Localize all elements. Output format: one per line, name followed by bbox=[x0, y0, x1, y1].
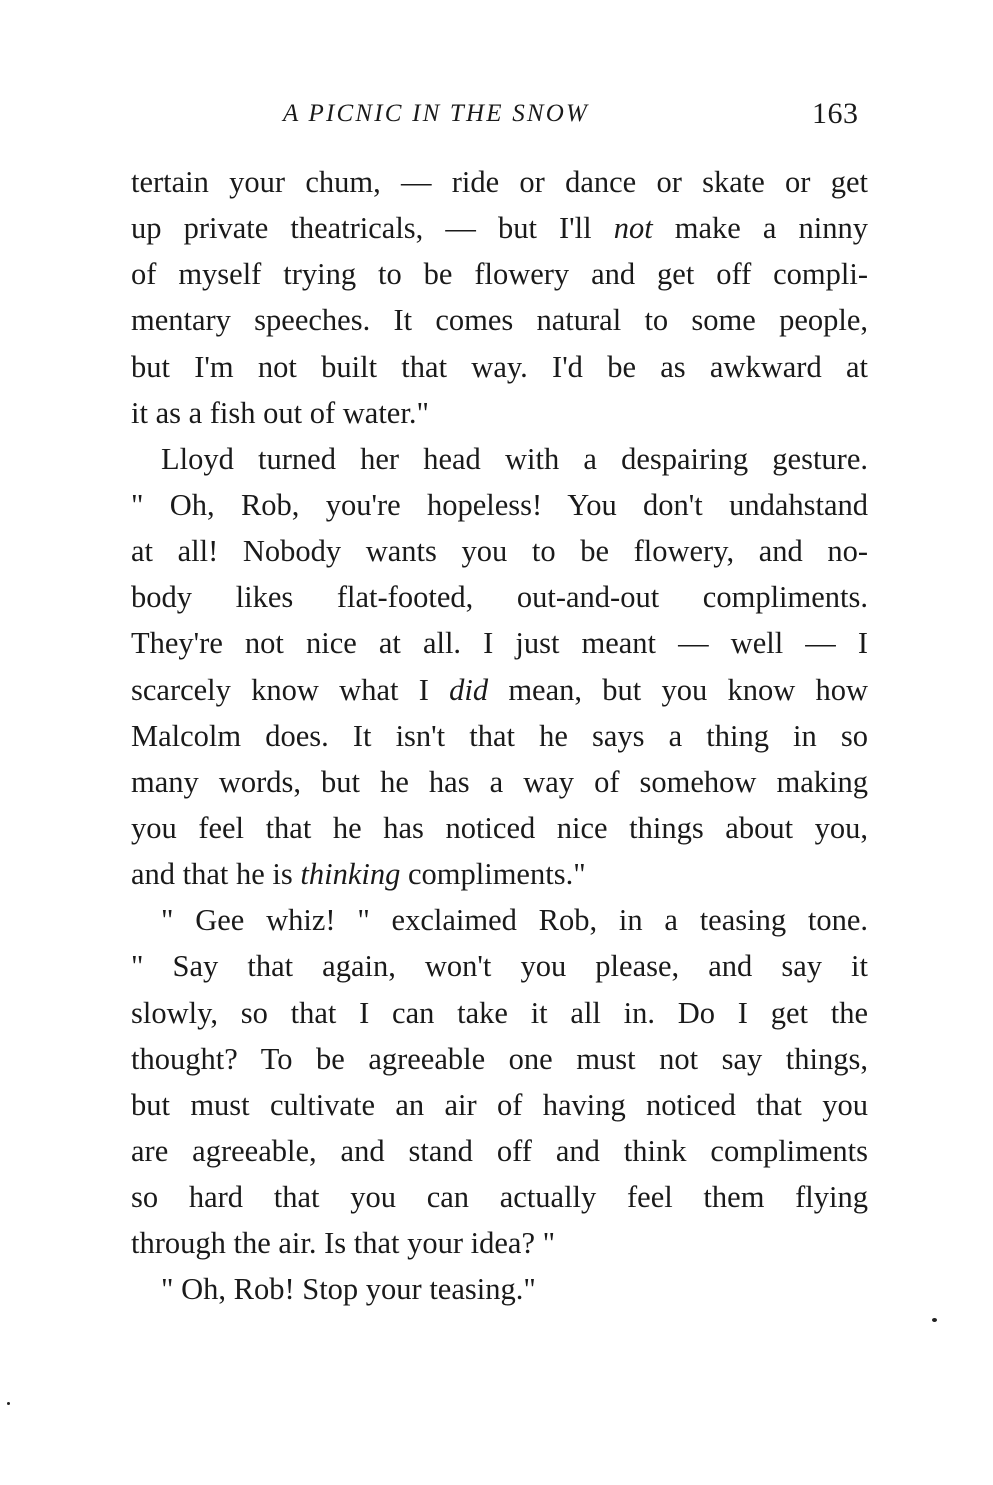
text-line: body likes flat-footed, out-and-out compliments. bbox=[131, 580, 868, 615]
text-line: and that he is thinking compliments." bbox=[131, 857, 586, 892]
text-line: many words, but he has a way of somehow making bbox=[131, 764, 868, 799]
text-line: " Oh, Rob, you're hopeless! You don't undahstand bbox=[131, 487, 868, 522]
text-line: " Gee whiz! " exclaimed Rob, in a teasing tone. bbox=[161, 903, 868, 938]
text-line: Malcolm does. It isn't that he says a thing in so bbox=[131, 718, 868, 753]
running-header bbox=[0, 92, 993, 136]
text-line: Lloyd turned her head with a despairing gesture. bbox=[161, 441, 868, 476]
text-line: thought? To be agreeable one must not say things, bbox=[131, 1041, 868, 1076]
text-line: scarcely know what I did mean, but you know how bbox=[131, 672, 868, 707]
text-line: it as a fish out of water." bbox=[131, 395, 429, 430]
text-line: " Say that again, won't you please, and say it bbox=[131, 949, 868, 984]
text-line: at all! Nobody wants you to be flowery, and no- bbox=[131, 534, 868, 569]
text-line: They're not nice at all. I just meant — well — I bbox=[131, 626, 868, 661]
emphasis: did bbox=[449, 672, 489, 707]
text-line: slowly, so that I can take it all in. Do I get the bbox=[131, 995, 868, 1030]
text-line: up private theatricals, — but I'll not make a ninny bbox=[131, 211, 868, 246]
text-line: but I'm not built that way. I'd be as awkward at bbox=[131, 349, 868, 384]
text-line: are agreeable, and stand off and think compliments bbox=[131, 1133, 868, 1168]
text-line: but must cultivate an air of having noticed that you bbox=[131, 1087, 868, 1122]
text-line: so hard that you can actually feel them flying bbox=[131, 1180, 868, 1215]
body-text bbox=[131, 159, 868, 1313]
text-line: through the air. Is that your idea? " bbox=[131, 1226, 556, 1261]
emphasis: thinking bbox=[300, 857, 401, 892]
text-line: of myself trying to be flowery and get off compli- bbox=[131, 257, 868, 292]
running-title: A PICNIC IN THE SNOW bbox=[283, 100, 590, 127]
text-line: you feel that he has noticed nice things about you, bbox=[131, 810, 868, 845]
text-line: " Oh, Rob! Stop your teasing." bbox=[161, 1272, 536, 1307]
text-line: tertain your chum, — ride or dance or skate or get bbox=[131, 165, 868, 199]
page-number: 163 bbox=[812, 97, 859, 130]
emphasis: not bbox=[613, 211, 653, 246]
print-speck bbox=[7, 1402, 10, 1405]
text-line: mentary speeches. It comes natural to some people, bbox=[131, 303, 868, 338]
print-speck bbox=[932, 1318, 937, 1322]
